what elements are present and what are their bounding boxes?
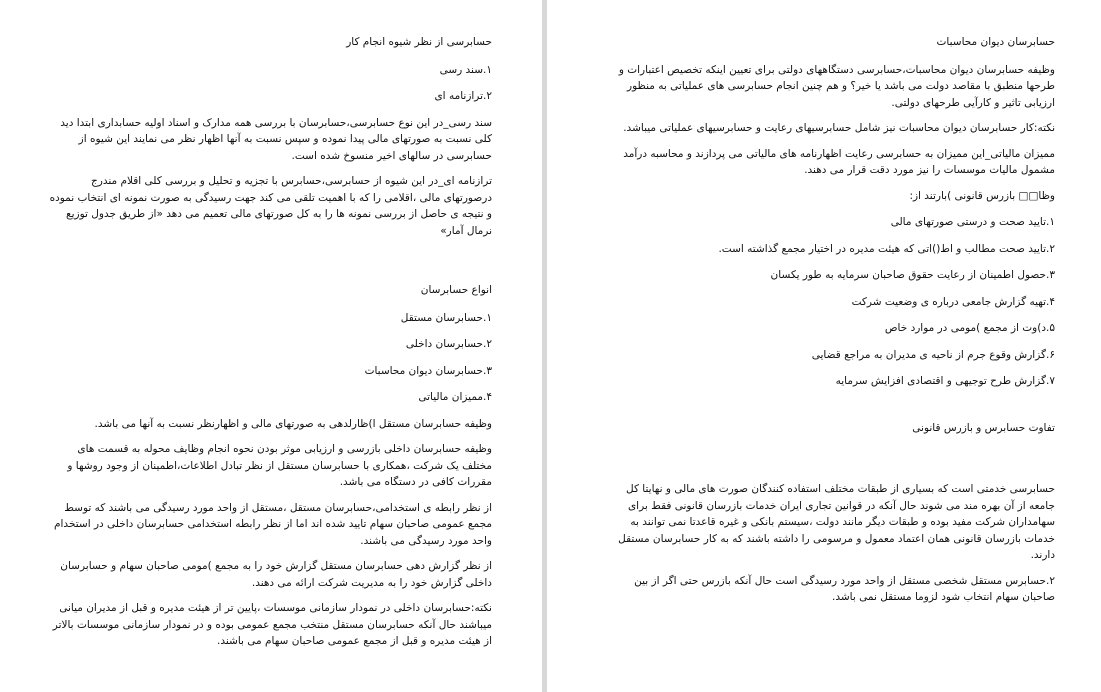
right-column	[613, 34, 1055, 615]
list-item: ۴.تهیه گزارش جامعی درباره ی وضعیت شرکت	[851, 295, 1055, 308]
list-item: ۱.حسابرسان مستقل	[400, 311, 492, 324]
paragraph: وظیفه حسابرسان داخلی بازرسی و ارزیابی موثر بودن نحوه انجام وظایف محوله به قسمت های مختلف یک شرکت ،همکاری با حسابرسان مستقل از نظر تبادل اطلاعات،اطمینان از وجود روشها و مقررات کافی در دستگاه می باشد.	[67, 443, 492, 488]
paragraph: ترازنامه ای_در این شیوه از حسابرسی،حسابرس با تجزیه و تحلیل و بررسی کلی اقلام مندرج درصورتهای مالی ،اقلامی را که با اهمیت تلقی می کند جهت رسیدگی به صورت نمونه ای انتخاب نموده و نتیجه ی حاصل از بررسی نمونه ها را به کل صورتهای مالی تعمیم می دهد «از طریق جدول توزیع نرمال آمار»	[49, 175, 492, 237]
list-item: ۴.ممیزان مالیاتی	[418, 391, 492, 403]
list-item: ۳.حسابرسان دیوان محاسبات	[364, 364, 492, 377]
list-item: ۳.حصول اطمینان از رعایت حقوق صاحبان سرمایه به طور یکسان	[770, 269, 1055, 281]
heading-auditor-vs-inspector: تفاوت حسابرس و بازرس قانونی	[912, 421, 1055, 434]
paragraph: سند رسی_در این نوع حسابرسی،حسابرسان با بررسی همه مدارک و اسناد اولیه حسابداری ابتدا دید کلی نسبت به صورتهای مالی پیدا نموده و سپس نسبت به آنها اظهار نظر می نمایند این شیوه از حسابرسی در سالهای اخیر منسوخ شده است.	[60, 116, 492, 162]
page-left	[0, 0, 542, 692]
page-right	[547, 0, 1101, 692]
paragraph: وظیفه حسابرسان دیوان محاسبات،حسابرسی دستگاههای دولتی برای تعیین اینکه تخصیص اعتبارات و طرحها منطبق با مقاصد دولت می باشد یا خیر؟ و هم چنین انجام حسابرسی های عملیاتی به منظور ارزیابی تاثیر و کارآیی طرحهای دولتی.	[618, 63, 1055, 109]
paragraph: ممیزان مالیاتی_این ممیزان به حسابرسی رعایت اظهارنامه های مالیاتی می پردازند و محاسبه درآمد مشمول مالیات موسسات را نیز مورد دقت قرار می دهند.	[623, 147, 1055, 176]
paragraph: نکته:حسابرسان داخلی در نمودار سازمانی موسسات ،پایین تر از هیئت مدیره و قبل از مدیران میانی میباشند حال آنکه حسابرسان مستقل منتخب مجمع عمومی بوده و در نمودار سازمانی موسسات بالاتر از هیئت مدیره و قبل از مجمع عمومی صاحبان سهام می باشند.	[52, 602, 492, 647]
list-item: ۲.حسابرسان داخلی	[405, 338, 492, 350]
list-item: ۱.سند رسی	[439, 63, 492, 76]
left-column	[48, 34, 492, 659]
heading-court-auditors: حسابرسان دیوان محاسبات	[936, 36, 1055, 48]
paragraph: ۲.حسابرس مستقل شخصی مستقل از واحد مورد رسیدگی است حال آنکه بازرس حتی اگر از بین صاحبان سهام انتخاب شود لزوما مستقل نمی باشد.	[634, 574, 1055, 603]
paragraph: نکته:کار حسابرسان دیوان محاسبات نیز شامل حسابرسیهای رعایت و حسابرسیهای عملیاتی میباشد.	[623, 122, 1055, 134]
paragraph: وظیفه حسابرسان مستقل ا)ظارلدهی به صورتهای مالی و اظهارنظر نسبت به آنها می باشد.	[94, 417, 492, 430]
paragraph: از نظر رابطه ی استخدامی،حسابرسان مستقل ،مستقل از واحد مورد رسیدگی می باشند که توسط مجمع عمومی صاحبان سهام تایید شده اند اما از نظر رابطه استخدامی حسابرسان داخلی در استخدام واحد مورد رسیدگی می باشند.	[54, 501, 492, 547]
list-item: ۱.تایید صحت و درستی صورتهای مالی	[890, 216, 1055, 228]
heading-auditor-types: انواع حسابرسان	[420, 284, 492, 296]
list-item: ۶.گزارش وقوع جرم از ناحیه ی مدیران به مراجع قضایی	[811, 348, 1055, 361]
list-item: ۲.تایید صحت مطالب و اط()اتی که هیئت مدیره در اختیار مجمع گذاشته است.	[718, 242, 1055, 255]
list-item: ۵.د)وت از مجمع )مومی در موارد خاص	[884, 322, 1055, 334]
paragraph: از نظر گزارش دهی حسابرسان مستقل گزارش خود را به مجمع )مومی صاحبان سهام و حسابرسان داخلی گزارش خود را به مدیریت شرکت ارائه می دهند.	[60, 560, 492, 589]
paragraph: وظا□□ بازرس قانونی )بارتند از:	[909, 189, 1055, 202]
paragraph: حسابرسی خدمتی است که بسیاری از طبقات مختلف استفاده کنندگان صورت های مالی و نهایتا کل جامعه از آن بهره مند می شوند حال آنکه در قوانین تجاری ایران خدمات بازرسان قانونی فقط برای سهامداران شرکت مفید بوده و طبقات دیگر مانند دولت ،سیستم بانکی و غیره قاعدتا نمی توانند به خدمات بازرسان قانونی همان اعتماد معمول و مرسومی را داشته باشند که به کار حسابرسان مستقل دارند.	[618, 483, 1055, 561]
list-item: ۷.گزارش طرح توجیهی و اقتصادی افزایش سرمایه	[835, 375, 1055, 387]
list-item: ۲.ترازنامه ای	[434, 90, 492, 102]
heading-audit-method: حسابرسی از نظر شیوه انجام کار	[346, 36, 492, 48]
